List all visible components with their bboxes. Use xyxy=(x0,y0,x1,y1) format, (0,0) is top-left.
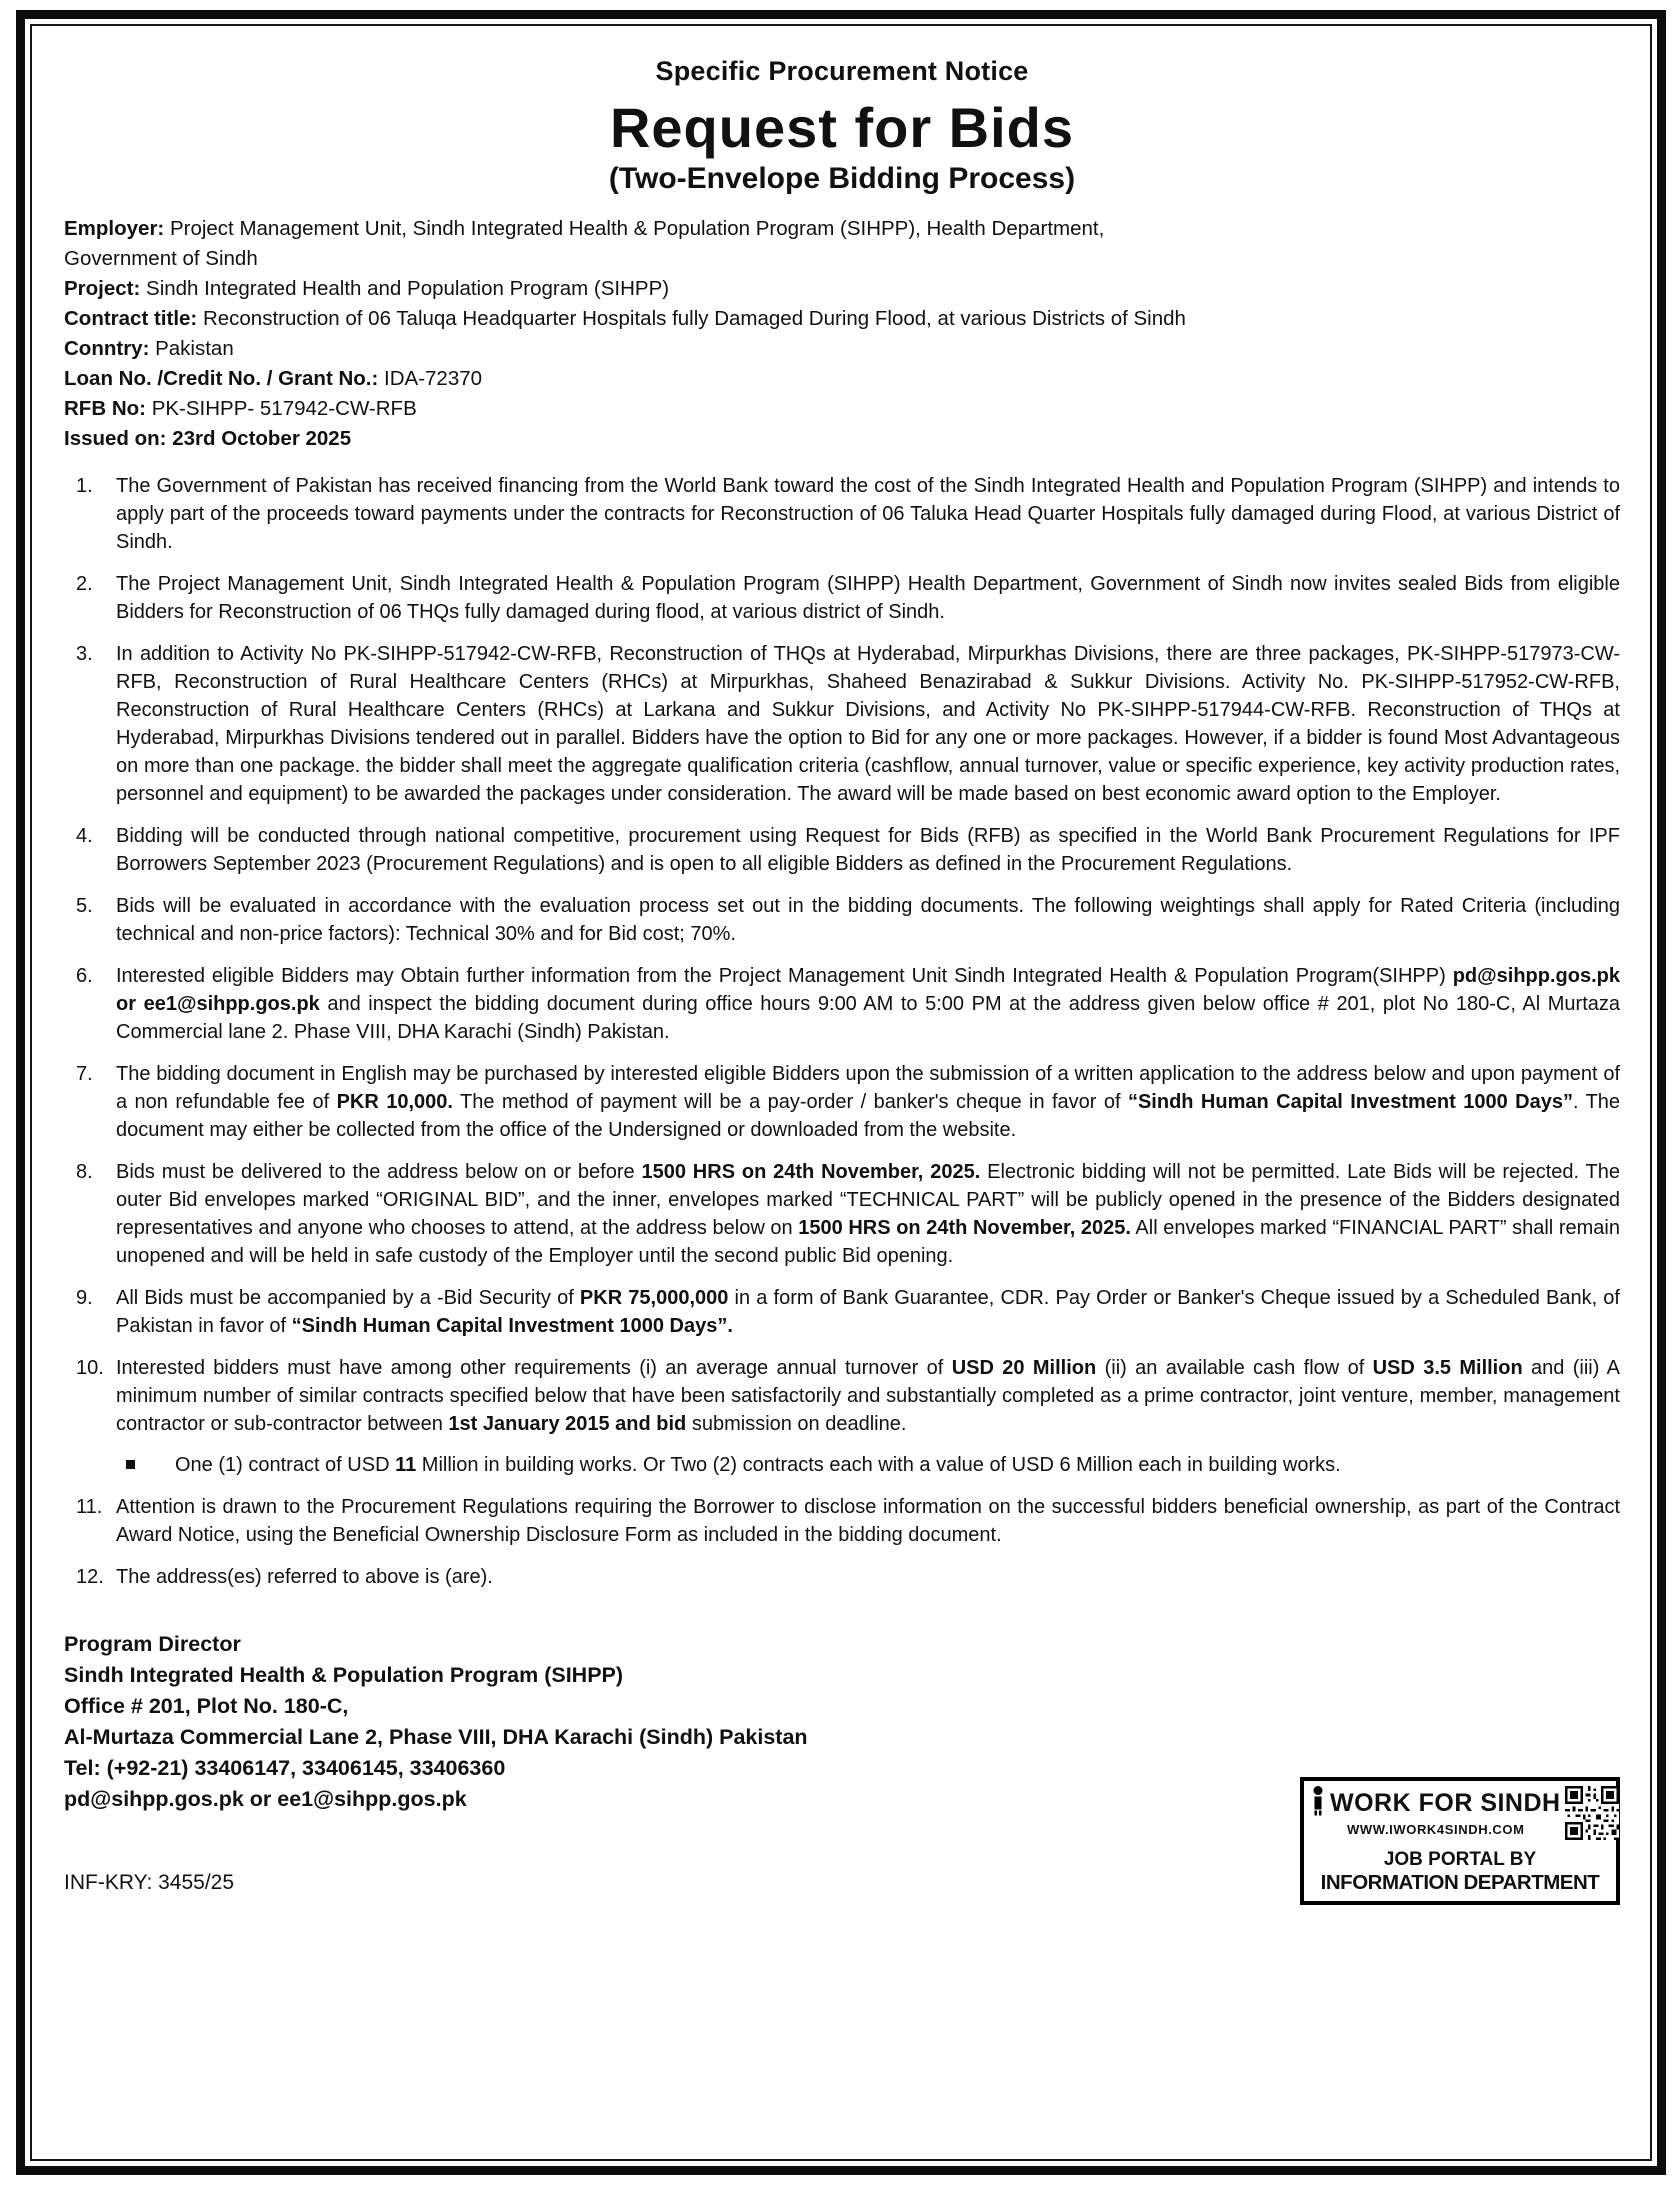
signature-line: Program Director xyxy=(64,1632,241,1656)
meta-line xyxy=(64,394,1620,424)
meta-label: Conntry: xyxy=(64,337,150,360)
meta-line xyxy=(64,214,1620,244)
list-item-number: 5. xyxy=(76,895,93,917)
meta-value: 23rd October 2025 xyxy=(172,427,352,450)
text-run: and inspect the bidding document during office hours 9:00 AM to 5:00 PM at the address given below office # 201, plot No 180-C, Al Murtaza Commercial lane 2. Phase VIII, DHA Karachi (Sindh) Pakistan. xyxy=(116,993,1620,1043)
text-run: The Project Management Unit, Sindh Integrated Health & Population Program (SIHPP) Health Department, Government of Sindh now invites sealed Bids from eligible Bidders for Reconstruction of 06 THQs fully damaged during flood, at various district of Sindh. xyxy=(116,573,1620,623)
footer-section xyxy=(64,1629,1620,1895)
bold-text-run: 1500 HRS on 24th November, 2025. xyxy=(641,1161,981,1183)
bold-text-run: 1st January 2015 and bid xyxy=(448,1413,687,1435)
text-run: Bids will be evaluated in accordance with the evaluation process set out in the bidding documents. The following weightings shall apply for Rated Criteria (including technical and non-price factors): Technical 30% and for Bid cost; 70%. xyxy=(116,895,1620,945)
logo-website-text: WWW.IWORK4SINDH.COM xyxy=(1347,1822,1525,1837)
page-outer-border xyxy=(16,10,1666,2175)
signature-line: Office # 201, Plot No. 180-C, xyxy=(64,1694,349,1718)
text-run: The address(es) referred to above is (are). xyxy=(116,1566,493,1588)
list-item-number: 11. xyxy=(76,1496,103,1518)
meta-line xyxy=(64,274,1620,304)
bold-text-run: 1500 HRS on 24th November, 2025. xyxy=(798,1217,1131,1239)
list-item-number: 3. xyxy=(76,643,93,665)
list-item-text xyxy=(116,640,1620,808)
text-run: Million in building works. Or Two (2) contracts each with a value of USD 6 Million each in building works. xyxy=(416,1454,1341,1476)
text-run: Bids must be delivered to the address below on or before xyxy=(116,1161,642,1183)
meta-label: Employer: xyxy=(64,217,165,240)
notice-type-heading: Specific Procurement Notice xyxy=(655,56,1029,86)
meta-value: Sindh Integrated Health and Population Program (SIHPP) xyxy=(146,277,670,300)
meta-line xyxy=(64,334,1620,364)
meta-line xyxy=(64,364,1620,394)
list-item-text xyxy=(116,1284,1620,1340)
text-run: In addition to Activity No PK-SIHPP-517942-CW-RFB, Reconstruction of THQs at Hyderabad, Mirpurkhas Divisions, there are three packages, PK-SIHPP-517973-CW-RFB, Reconstruction of Rural Healthcare Centers (RHCs) at Mirpurkhas, Shaheed Benazirabad & Sukkur Divisions. Activity No. PK-SIHPP-517952-CW-RFB, Reconstruction of Rural Healthcare Centers (RHCs) at Larkana and Sukkur Divisions, and Activity No PK-SIHPP-517944-CW-RFB. Reconstruction of THQs at Hyderabad, Mirpurkhas Divisions tendered out in parallel. Bidders have the option to Bid for any one or more packages. However, if a bidder is found Most Advantageous on more than one package. the bidder shall meet the aggregate qualification criteria (cashflow, annual turnover, value or specific experience, key activity production rates, personnel and equipment) to be awarded the packages under consideration. The award will be made based on best economic award option to the Employer. xyxy=(116,643,1620,805)
text-run: Bidding will be conducted through national competitive, procurement using Request for Bids (RFB) as specified in the World Bank Procurement Regulations for IPF Borrowers September 2023 (Procurement Regulations) and is open to all eligible Bidders as defined in the Procurement Regulations. xyxy=(116,825,1620,875)
text-run: The bidding document in English may be purchased by interested eligible Bidders upon the submission of a written application to the address below and upon payment of a non refundable fee of xyxy=(116,1063,1620,1113)
meta-label: Issued on: xyxy=(64,427,167,450)
list-item-text xyxy=(116,1493,1620,1549)
bold-text-run: pd@sihpp.gos.pk or ee1@sihpp.gos.pk xyxy=(116,965,1620,1015)
logo-caption-line1: JOB PORTAL BY xyxy=(1383,1849,1537,1870)
meta-section xyxy=(64,214,1620,454)
bold-text-run: USD 20 Million xyxy=(951,1357,1097,1379)
logo-main-row xyxy=(1311,1786,1609,1845)
list-item xyxy=(64,1563,1620,1591)
text-run: Interested bidders must have among other requirements (i) an average annual turnover of xyxy=(116,1357,952,1379)
list-item-text xyxy=(116,822,1620,878)
list-item-number: 12. xyxy=(76,1566,104,1588)
meta-line xyxy=(64,244,1620,274)
meta-value: PK-SIHPP- 517942-CW-RFB xyxy=(151,397,417,420)
text-run: Electronic bidding will not be permitted. Late Bids will be rejected. The outer Bid envelopes marked “ORIGINAL BID”, and the inner, envelopes marked “TECHNICAL PART” will be publicly opened in the presence of the Bidders designated representatives and anyone who chooses to attend, at the address below on xyxy=(116,1161,1621,1239)
text-run: and (iii) A minimum number of similar contracts specified below that have been satisfactorily and substantially completed as a prime contractor, joint venture, member, management contractor or sub-contractor between xyxy=(116,1357,1620,1435)
list-item xyxy=(64,570,1620,626)
text-run: The Government of Pakistan has received financing from the World Bank toward the cost of the Sindh Integrated Health and Population Program (SIHPP) and intends to apply part of the proceeds toward payments under the contracts for Reconstruction of 06 Taluka Head Quarter Hospitals fully damaged during Flood, at various District of Sindh. xyxy=(116,475,1620,553)
sub-bullet-item xyxy=(116,1451,1620,1479)
list-item-text xyxy=(116,1158,1620,1270)
list-item xyxy=(64,1354,1620,1479)
signature-line: Al-Murtaza Commercial Lane 2, Phase VIII, DHA Karachi (Sindh) Pakistan xyxy=(64,1725,808,1749)
list-item-text xyxy=(116,892,1620,948)
bold-text-run: USD 3.5 Million xyxy=(1372,1357,1523,1379)
text-run: Interested eligible Bidders may Obtain further information from the Project Management Unit Sindh Integrated Health & Population Program(SIHPP) xyxy=(116,965,1453,987)
list-item-number: 8. xyxy=(76,1161,93,1183)
worker-person-icon xyxy=(1311,1786,1327,1821)
list-item-number: 1. xyxy=(76,475,93,497)
list-item xyxy=(64,1493,1620,1549)
meta-line xyxy=(64,424,1620,454)
list-item xyxy=(64,1060,1620,1144)
list-item-number: 6. xyxy=(76,965,93,987)
text-run: The method of payment will be a pay-order / banker's cheque in favor of xyxy=(452,1091,1128,1113)
list-item-text xyxy=(116,1563,1620,1591)
signature-line: pd@sihpp.gos.pk or ee1@sihpp.gos.pk xyxy=(64,1787,467,1811)
meta-label: RFB No: xyxy=(64,397,146,420)
text-run: in a form of Bank Guarantee, CDR. Pay Order or Banker's Cheque issued by a Scheduled Bank, of Pakistan in favor of xyxy=(116,1287,1620,1337)
logo-caption-line2: INFORMATION DEPARTMENT xyxy=(1320,1871,1600,1894)
meta-label: Contract title: xyxy=(64,307,198,330)
page-title: Request for Bids xyxy=(609,96,1075,159)
logo-text-block xyxy=(1311,1786,1561,1837)
list-item-number: 7. xyxy=(76,1063,93,1085)
meta-value: IDA-72370 xyxy=(384,367,483,390)
meta-value: Pakistan xyxy=(155,337,234,360)
list-item-text xyxy=(116,962,1620,1046)
bold-text-run: PKR 75,000,000 xyxy=(579,1287,729,1309)
sub-bullet-text xyxy=(175,1451,1620,1479)
reference-number: INF-KRY: 3455/25 xyxy=(64,1871,235,1894)
meta-value: Project Management Unit, Sindh Integrated Health & Population Program (SIHPP), Health Department, xyxy=(169,217,1105,240)
meta-label: Loan No. /Credit No. / Grant No.: xyxy=(64,367,379,390)
signature-line: Tel: (+92-21) 33406147, 33406145, 33406360 xyxy=(64,1756,506,1780)
text-run: . The document may either be collected from the office of the Undersigned or downloaded from the website. xyxy=(116,1091,1621,1141)
list-item-text xyxy=(116,1060,1620,1144)
list-item xyxy=(64,640,1620,808)
list-item-number: 4. xyxy=(76,825,93,847)
list-item-text xyxy=(116,1354,1620,1479)
page-subtitle: (Two-Envelope Bidding Process) xyxy=(608,162,1076,195)
qr-code-icon xyxy=(1565,1786,1619,1845)
list-item xyxy=(64,472,1620,556)
logo-brand-text: WORK FOR SINDH xyxy=(1330,1789,1561,1817)
bold-text-run: “Sindh Human Capital Investment 1000 Days”. xyxy=(291,1315,733,1337)
signature-line: Sindh Integrated Health & Population Program (SIHPP) xyxy=(64,1663,624,1687)
list-item xyxy=(64,1284,1620,1340)
list-item-number: 10. xyxy=(76,1357,104,1379)
page-inner-border xyxy=(30,24,1652,2161)
bold-text-run: “Sindh Human Capital Investment 1000 Days” xyxy=(1127,1091,1573,1113)
bold-text-run: 11 xyxy=(395,1454,417,1476)
text-run: (ii) an available cash flow of xyxy=(1096,1357,1373,1379)
list-item xyxy=(64,962,1620,1046)
text-run: Attention is drawn to the Procurement Regulations requiring the Borrower to disclose information on the successful bidders beneficial ownership, as part of the Contract Award Notice, using the Beneficial Ownership Disclosure Form as included in the bidding document. xyxy=(116,1496,1620,1546)
list-item-text xyxy=(116,570,1620,626)
text-run: One (1) contract of USD xyxy=(175,1454,396,1476)
work-for-sindh-logo xyxy=(1300,1777,1620,1905)
list-item xyxy=(64,1158,1620,1270)
list-item-number: 2. xyxy=(76,573,93,595)
meta-value: Reconstruction of 06 Taluqa Headquarter Hospitals fully Damaged During Flood, at various Districts of Sindh xyxy=(202,307,1186,330)
bold-text-run: PKR 10,000. xyxy=(336,1091,453,1113)
text-run: All Bids must be accompanied by a -Bid Security of xyxy=(116,1287,580,1309)
notice-list xyxy=(64,472,1620,1591)
list-item xyxy=(64,822,1620,878)
text-run: submission on deadline. xyxy=(686,1413,907,1435)
square-bullet-icon xyxy=(126,1460,135,1469)
meta-label: Project: xyxy=(64,277,141,300)
list-item xyxy=(64,892,1620,948)
text-run: All envelopes marked “FINANCIAL PART” shall remain unopened and will be held in safe custody of the Employer until the second public Bid opening. xyxy=(116,1217,1620,1267)
list-item-text xyxy=(116,472,1620,556)
meta-line xyxy=(64,304,1620,334)
list-item-number: 9. xyxy=(76,1287,93,1309)
meta-value: Government of Sindh xyxy=(64,247,258,270)
